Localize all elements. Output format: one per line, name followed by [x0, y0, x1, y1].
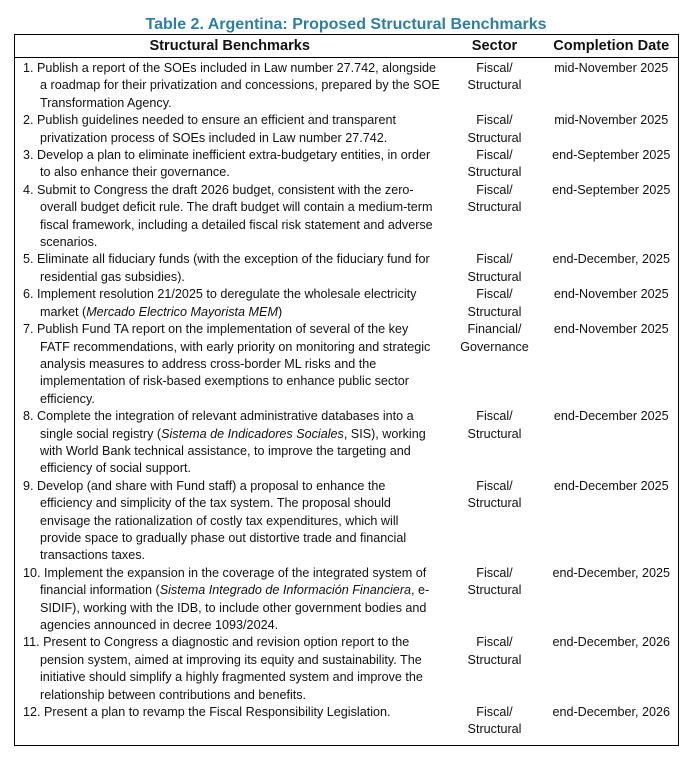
table-row — [15, 565, 679, 635]
benchmark-text-part: , e-SIDIF), working with the IDB, to include other government bodies and agencies announced in decree 1093/2024. — [40, 583, 430, 632]
completion-date-cell: end-December, 2026 — [552, 635, 671, 650]
table-header-row — [15, 35, 679, 58]
benchmark-text — [23, 408, 441, 478]
table-row — [15, 321, 679, 408]
benchmark-cell — [15, 251, 445, 286]
structural-benchmarks-table — [14, 34, 679, 746]
benchmark-text-part: 11. Present to Congress a diagnostic and revision option report to the pension system, aimed at improving its equity and sustainability. The initiative should simplify a highly fragmented system and improve the relationship between contributions and benefits. — [23, 635, 423, 702]
completion-date-cell: end-November 2025 — [553, 322, 669, 337]
table-row — [15, 408, 679, 478]
table-body — [15, 58, 679, 746]
sector-cell: Fiscal/ Structural — [467, 565, 522, 598]
benchmark-text — [23, 251, 441, 286]
completion-date-cell: mid-November 2025 — [554, 61, 669, 75]
benchmark-text-part: 6. Implement resolution 21/2025 to deregulate the wholesale electricity market ( — [23, 287, 417, 319]
completion-date-cell: end-December, 2026 — [552, 705, 671, 720]
sector-cell: Fiscal/ Structural — [467, 478, 522, 511]
benchmark-text — [23, 112, 441, 147]
sector-cell: Financial/ Governance — [460, 322, 529, 354]
benchmark-cell — [15, 704, 445, 745]
benchmark-text — [23, 286, 441, 321]
sector-cell: Fiscal/ Structural — [467, 252, 522, 284]
table-row — [15, 182, 679, 252]
completion-date-cell: end-September 2025 — [552, 182, 671, 197]
table-title: Table 2. Argentina: Proposed Structural Benchmarks — [145, 16, 547, 33]
completion-date-cell: end-September 2025 — [552, 148, 671, 163]
benchmark-text-part: 10. Implement the expansion in the coverage of the integrated system of financial information ( — [23, 565, 427, 598]
table-row — [15, 704, 679, 745]
completion-date-cell: end-November 2025 — [553, 287, 669, 302]
header-structural-benchmarks: Structural Benchmarks — [15, 35, 445, 58]
table-row — [15, 478, 679, 565]
benchmark-text-part: 8. Complete the integration of relevant administrative databases into a single social registry ( — [23, 409, 414, 441]
sector-cell: Fiscal/ Structural — [467, 705, 522, 737]
benchmark-text — [23, 478, 441, 565]
completion-date-cell: end-December 2025 — [553, 409, 669, 424]
benchmark-text-part: 3. Develop a plan to eliminate inefficient extra-budgetary entities, in order to also enhance their governance. — [23, 148, 431, 180]
benchmark-cell — [15, 286, 445, 321]
sector-cell: Fiscal/ Structural — [467, 148, 522, 180]
benchmark-text — [23, 321, 441, 408]
benchmark-cell — [15, 182, 445, 252]
benchmark-text-part: ) — [277, 304, 283, 319]
completion-date-cell: end-December, 2025 — [552, 252, 671, 267]
table-row — [15, 634, 679, 704]
sector-cell: Fiscal/ Structural — [467, 409, 522, 441]
benchmark-cell — [15, 147, 445, 182]
completion-date-cell: mid-November 2025 — [554, 113, 669, 128]
benchmark-cell — [15, 321, 445, 408]
benchmark-italic-name: Sistema de Indicadores Sociales — [161, 426, 344, 441]
benchmark-cell — [15, 112, 445, 147]
benchmark-text-part: 7. Publish Fund TA report on the implementation of several of the key FATF recommendations, with early priority on monitoring and strategic analysis measures to address cross-border ML risks and the implementation of risk-based exemptions to enhance public sector efficiency. — [23, 322, 431, 406]
benchmark-text-part: 2. Publish guidelines needed to ensure an efficient and transparent privatization process of SOEs included in Law number 27.742. — [23, 113, 396, 145]
benchmark-text — [23, 60, 441, 112]
benchmark-cell — [15, 634, 445, 704]
benchmark-text-part: 5. Eliminate all fiduciary funds (with the exception of the fiduciary fund for residential gas subsidies). — [23, 252, 430, 284]
benchmark-cell — [15, 478, 445, 565]
table-row — [15, 286, 679, 321]
sector-cell: Fiscal/ Structural — [467, 287, 522, 319]
benchmark-text — [23, 704, 441, 721]
header-sector: Sector — [445, 35, 545, 58]
benchmark-italic-name: Mercado Electrico Mayorista MEM — [86, 304, 278, 319]
benchmark-text-part: 4. Submit to Congress the draft 2026 budget, consistent with the zero-overall budget deficit rule. The draft budget will contain a medium-term fiscal framework, including a detailed fiscal risk statement and adverse scenarios. — [23, 182, 433, 250]
sector-cell: Fiscal/ Structural — [467, 635, 522, 667]
benchmark-text-part: 9. Develop (and share with Fund staff) a proposal to enhance the efficiency and simplicity of the tax system. The proposal should envisage the rationalization of costly tax expenditures, which will provide space to gradually phase out distortive trade and financial transactions taxes. — [23, 478, 407, 563]
benchmark-text — [23, 147, 441, 182]
completion-date-cell: end-December, 2025 — [552, 565, 671, 580]
benchmark-italic-name: Sistema Integrado de Información Financiera — [159, 583, 412, 598]
sector-cell: Fiscal/ Structural — [467, 61, 522, 93]
sector-cell: Fiscal/ Structural — [467, 182, 522, 215]
table-row — [15, 58, 679, 113]
header-completion-date: Completion Date — [545, 35, 679, 58]
completion-date-cell: end-December 2025 — [553, 478, 669, 493]
benchmark-cell — [15, 565, 445, 635]
benchmark-text — [23, 634, 441, 704]
table-row — [15, 112, 679, 147]
benchmark-text — [23, 565, 441, 635]
benchmark-text-part: 12. Present a plan to revamp the Fiscal Responsibility Legislation. — [23, 705, 391, 720]
sector-cell: Fiscal/ Structural — [467, 113, 522, 145]
table-row — [15, 251, 679, 286]
benchmark-cell — [15, 408, 445, 478]
benchmark-text-part: 1. Publish a report of the SOEs included in Law number 27.742, alongside a roadmap for their privatization and concessions, prepared by the SOE Transformation Agency. — [23, 61, 440, 110]
benchmark-text-part: , SIS), working with World Bank technical assistance, to improve the targeting and efficiency of social support. — [40, 426, 426, 476]
benchmark-text — [23, 182, 441, 252]
benchmark-cell — [15, 58, 445, 113]
table-row — [15, 147, 679, 182]
